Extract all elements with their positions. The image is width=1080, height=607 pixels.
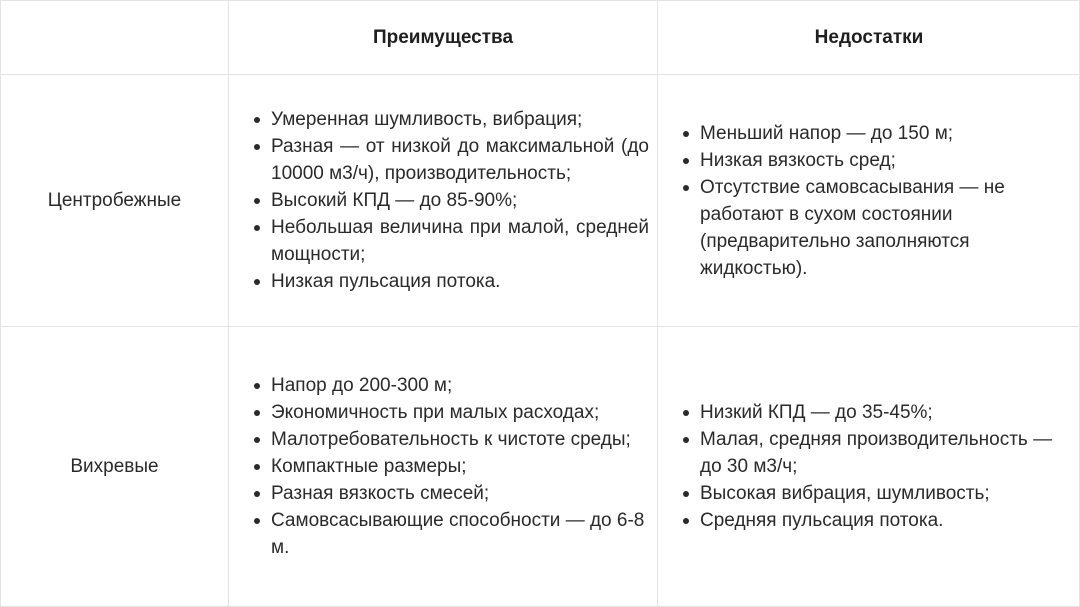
advantages-list bbox=[257, 372, 649, 561]
list-item: Разная — от низкой до максимальной (до 10000 м3/ч), производительность; bbox=[271, 133, 649, 187]
disadvantages-list bbox=[686, 120, 1072, 282]
list-item: Отсутствие самовсасывания — не работают в сухом состоянии (предварительно заполняются жидкостью). bbox=[700, 174, 1072, 282]
list-item: Разная вязкость смесей; bbox=[271, 480, 649, 507]
row-label-text: Центробежные bbox=[47, 189, 182, 211]
list-item: Высокий КПД — до 85-90%; bbox=[271, 187, 649, 214]
row-label-text: Вихревые bbox=[70, 455, 159, 477]
list-item: Самовсасывающие способности — до 6-8 м. bbox=[271, 507, 649, 561]
disadvantages-list bbox=[686, 399, 1072, 534]
list-item: Высокая вибрация, шумливость; bbox=[700, 480, 1072, 507]
header-disadvantages bbox=[657, 0, 1080, 74]
list-item: Низкая вязкость сред; bbox=[700, 147, 1072, 174]
row-label-centrifugal bbox=[0, 74, 228, 326]
disadvantages-cell bbox=[657, 74, 1080, 326]
list-item: Компактные размеры; bbox=[271, 453, 649, 480]
list-item: Низкий КПД — до 35-45%; bbox=[700, 399, 1072, 426]
list-item: Экономичность при малых расходах; bbox=[271, 399, 649, 426]
header-disadvantages-label: Недостатки bbox=[814, 26, 924, 48]
advantages-list bbox=[257, 106, 649, 295]
list-item: Меньший напор — до 150 м; bbox=[700, 120, 1072, 147]
disadvantages-cell bbox=[657, 326, 1080, 607]
row-label-vortex bbox=[0, 326, 228, 607]
header-advantages bbox=[228, 0, 657, 74]
header-advantages-label: Преимущества bbox=[372, 26, 514, 48]
list-item: Напор до 200-300 м; bbox=[271, 372, 649, 399]
list-item: Малотребовательность к чистоте среды; bbox=[271, 426, 649, 453]
list-item: Малая, средняя производительность — до 30 м3/ч; bbox=[700, 426, 1072, 480]
advantages-cell bbox=[228, 326, 657, 607]
list-item: Умеренная шумливость, вибрация; bbox=[271, 106, 649, 133]
header-empty-cell bbox=[0, 0, 228, 74]
advantages-cell bbox=[228, 74, 657, 326]
list-item: Средняя пульсация потока. bbox=[700, 507, 1072, 534]
list-item: Небольшая величина при малой, средней мощности; bbox=[271, 214, 649, 268]
list-item: Низкая пульсация потока. bbox=[271, 268, 649, 295]
